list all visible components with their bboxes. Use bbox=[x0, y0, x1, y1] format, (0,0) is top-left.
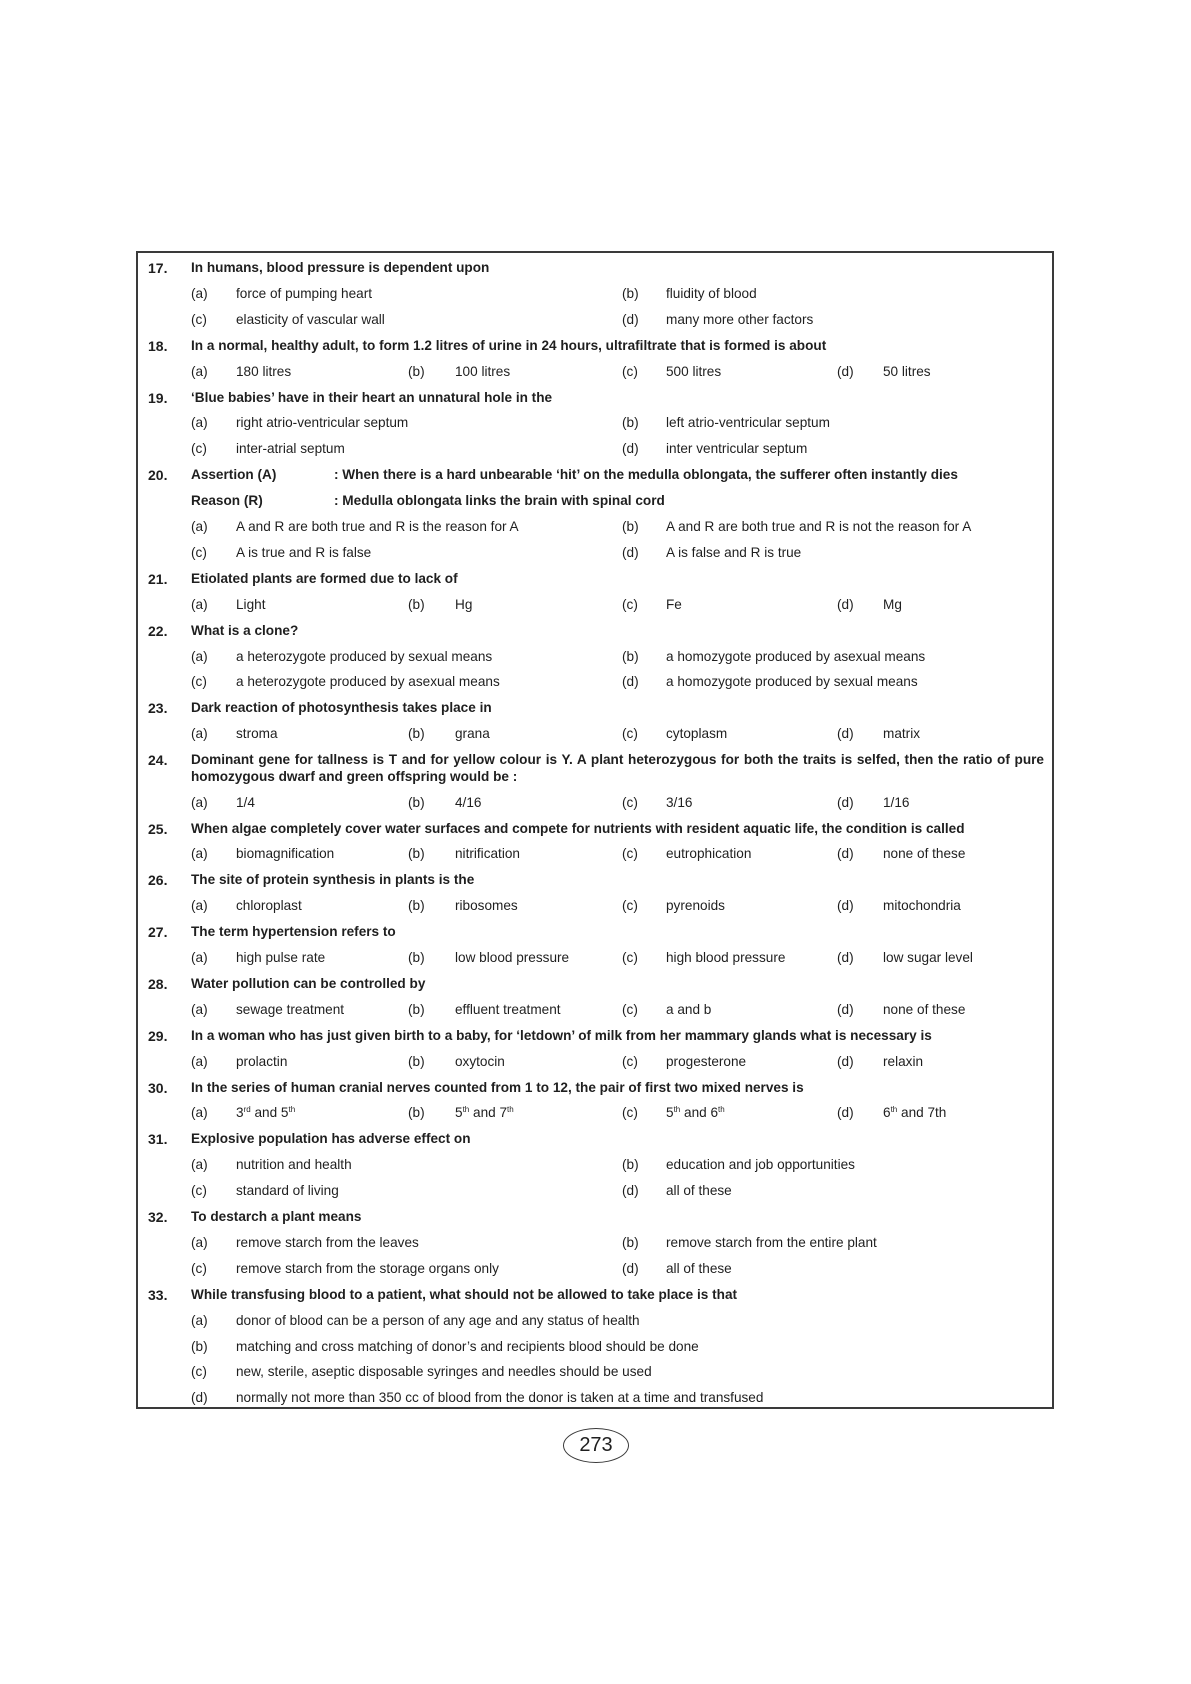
question-number: 31. bbox=[148, 1131, 168, 1148]
option-label: (c) bbox=[191, 441, 207, 457]
option-row bbox=[138, 1312, 1052, 1336]
question-number: 29. bbox=[148, 1027, 168, 1044]
question-28 bbox=[138, 975, 1052, 999]
option-row bbox=[138, 596, 1052, 620]
option-label: (d) bbox=[837, 1053, 854, 1069]
option-text: 3rd and 5th bbox=[236, 1105, 296, 1121]
option-label: (c) bbox=[622, 596, 638, 612]
option-text: 1/16 bbox=[883, 794, 910, 810]
option-row bbox=[138, 518, 1052, 542]
option-label: (a) bbox=[191, 648, 208, 664]
option-text: stroma bbox=[236, 726, 278, 742]
option-text: high pulse rate bbox=[236, 950, 326, 965]
option-label: (b) bbox=[408, 363, 425, 379]
question-number: 20. bbox=[148, 467, 168, 484]
option-text: 100 litres bbox=[455, 363, 511, 379]
option-text: normally not more than 350 cc of blood from the donor is taken at a time and transfused bbox=[236, 1390, 764, 1406]
question-number: 25. bbox=[148, 820, 168, 837]
option-label: (c) bbox=[622, 1105, 638, 1121]
reason-text: : Medulla oblongata links the brain with spinal cord bbox=[334, 493, 665, 509]
option-text: standard of living bbox=[236, 1183, 339, 1199]
option-text: 1/4 bbox=[236, 794, 255, 810]
option-row bbox=[138, 311, 1052, 335]
option-label: (b) bbox=[622, 648, 639, 664]
option-text: 5th and 7th bbox=[455, 1105, 514, 1121]
question-27 bbox=[138, 923, 1052, 947]
question-22 bbox=[138, 622, 1052, 646]
question-number: 22. bbox=[148, 622, 168, 639]
option-text: Light bbox=[236, 596, 266, 612]
option-label: (d) bbox=[622, 544, 639, 560]
option-row bbox=[138, 285, 1052, 309]
option-label: (a) bbox=[191, 1234, 208, 1250]
option-text: elasticity of vascular wall bbox=[236, 311, 385, 327]
question-number: 18. bbox=[148, 337, 168, 354]
option-label: (d) bbox=[622, 1183, 639, 1199]
option-row bbox=[138, 544, 1052, 568]
question-number: 27. bbox=[148, 924, 168, 941]
question-text: In the series of human cranial nerves counted from 1 to 12, the pair of first two mixed nerves is bbox=[191, 1079, 804, 1095]
option-label: (b) bbox=[408, 950, 425, 965]
option-text: biomagnification bbox=[236, 846, 335, 862]
option-row bbox=[138, 1234, 1052, 1258]
option-text: Fe bbox=[666, 596, 682, 612]
option-text: remove starch from the leaves bbox=[236, 1234, 419, 1250]
option-label: (a) bbox=[191, 898, 208, 914]
option-text: grana bbox=[455, 726, 490, 742]
option-label: (c) bbox=[622, 1053, 638, 1069]
assertion-text: : When there is a hard unbearable ‘hit’ on the medulla oblongata, the sufferer often instantly dies bbox=[334, 467, 958, 483]
question-25 bbox=[138, 820, 1052, 844]
option-text: cytoplasm bbox=[666, 726, 728, 742]
option-label: (d) bbox=[837, 950, 854, 965]
option-row bbox=[138, 845, 1052, 869]
option-label: (c) bbox=[191, 1260, 207, 1276]
question-23 bbox=[138, 699, 1052, 723]
option-text: remove starch from the entire plant bbox=[666, 1234, 877, 1250]
question-text: Explosive population has adverse effect on bbox=[191, 1131, 471, 1147]
option-label: (a) bbox=[191, 1105, 208, 1121]
question-text: The term hypertension refers to bbox=[191, 924, 396, 940]
question-text: Etiolated plants are formed due to lack of bbox=[191, 570, 458, 586]
option-text: 3/16 bbox=[666, 794, 693, 810]
option-label: (c) bbox=[622, 726, 638, 742]
reason-label: Reason (R) bbox=[191, 493, 263, 509]
option-text: remove starch from the storage organs only bbox=[236, 1260, 499, 1276]
option-label: (b) bbox=[408, 1053, 425, 1069]
question-number: 24. bbox=[148, 752, 168, 769]
option-row bbox=[138, 949, 1052, 973]
option-label: (d) bbox=[622, 311, 639, 327]
option-row bbox=[138, 897, 1052, 921]
question-text: In a normal, healthy adult, to form 1.2 litres of urine in 24 hours, ultrafiltrate that is formed is about bbox=[191, 337, 827, 353]
option-row bbox=[138, 1182, 1052, 1206]
option-label: (a) bbox=[191, 596, 208, 612]
option-text: a homozygote produced by asexual means bbox=[666, 648, 926, 664]
option-text: nutrition and health bbox=[236, 1157, 352, 1173]
option-label: (d) bbox=[622, 674, 639, 690]
option-label: (a) bbox=[191, 415, 208, 431]
option-text: right atrio-ventricular septum bbox=[236, 415, 409, 431]
option-text: donor of blood can be a person of any age and any status of health bbox=[236, 1312, 640, 1328]
option-text: inter ventricular septum bbox=[666, 441, 808, 457]
option-label: (c) bbox=[622, 846, 638, 862]
question-text: The site of protein synthesis in plants is the bbox=[191, 872, 475, 888]
option-label: (c) bbox=[191, 311, 207, 327]
option-label: (a) bbox=[191, 519, 208, 534]
option-label: (b) bbox=[408, 726, 425, 742]
option-row bbox=[138, 673, 1052, 697]
option-row bbox=[138, 1389, 1052, 1413]
option-text: low blood pressure bbox=[455, 950, 570, 965]
question-18 bbox=[138, 337, 1052, 361]
option-text: relaxin bbox=[883, 1053, 924, 1069]
option-label: (d) bbox=[837, 596, 854, 612]
option-text: none of these bbox=[883, 846, 966, 862]
option-row bbox=[138, 725, 1052, 749]
option-text: Mg bbox=[883, 596, 902, 612]
option-text: 5th and 6th bbox=[666, 1105, 725, 1121]
option-label: (c) bbox=[622, 363, 638, 379]
option-text: new, sterile, aseptic disposable syringes and needles should be used bbox=[236, 1364, 652, 1380]
option-label: (a) bbox=[191, 1001, 208, 1017]
question-number: 28. bbox=[148, 975, 168, 992]
option-label: (b) bbox=[622, 285, 639, 301]
option-row bbox=[138, 1260, 1052, 1284]
option-row bbox=[138, 794, 1052, 818]
option-text: many more other factors bbox=[666, 311, 814, 327]
question-21 bbox=[138, 570, 1052, 594]
option-row bbox=[138, 1001, 1052, 1025]
option-label: (d) bbox=[622, 1260, 639, 1276]
option-text: eutrophication bbox=[666, 846, 752, 862]
option-row bbox=[138, 648, 1052, 672]
option-text: A and R are both true and R is the reason for A bbox=[236, 519, 519, 534]
option-text: ribosomes bbox=[455, 898, 518, 914]
question-33 bbox=[138, 1286, 1052, 1310]
option-text: 180 litres bbox=[236, 363, 292, 379]
option-text: mitochondria bbox=[883, 898, 961, 914]
option-text: Hg bbox=[455, 596, 473, 612]
option-text: all of these bbox=[666, 1260, 732, 1276]
option-text: force of pumping heart bbox=[236, 285, 373, 301]
question-number: 26. bbox=[148, 872, 168, 889]
option-label: (d) bbox=[191, 1390, 208, 1406]
option-text: progesterone bbox=[666, 1053, 747, 1069]
option-label: (b) bbox=[408, 1001, 425, 1017]
option-text: nitrification bbox=[455, 846, 520, 862]
option-text: 50 litres bbox=[883, 363, 931, 379]
option-text: 4/16 bbox=[455, 794, 482, 810]
option-label: (d) bbox=[837, 726, 854, 742]
option-label: (b) bbox=[408, 794, 425, 810]
option-label: (a) bbox=[191, 950, 208, 965]
question-17 bbox=[138, 259, 1052, 283]
option-label: (c) bbox=[622, 950, 638, 965]
option-label: (c) bbox=[191, 544, 207, 560]
option-label: (b) bbox=[408, 1105, 425, 1121]
option-label: (c) bbox=[622, 794, 638, 810]
option-text: fluidity of blood bbox=[666, 285, 757, 301]
option-row bbox=[138, 414, 1052, 438]
option-label: (c) bbox=[191, 1183, 207, 1199]
option-label: (a) bbox=[191, 794, 208, 810]
option-label: (b) bbox=[622, 1157, 639, 1173]
question-number: 17. bbox=[148, 260, 168, 276]
option-text: A is true and R is false bbox=[236, 544, 372, 560]
option-text: A is false and R is true bbox=[666, 544, 802, 560]
option-label: (d) bbox=[837, 898, 854, 914]
option-text: a heterozygote produced by sexual means bbox=[236, 648, 493, 664]
option-label: (d) bbox=[837, 363, 854, 379]
option-text: high blood pressure bbox=[666, 950, 786, 965]
question-text: In humans, blood pressure is dependent upon bbox=[191, 260, 490, 275]
option-text: left atrio-ventricular septum bbox=[666, 415, 830, 431]
question-number: 32. bbox=[148, 1209, 168, 1225]
option-text: matching and cross matching of donor’s and recipients blood should be done bbox=[236, 1338, 699, 1354]
option-label: (b) bbox=[408, 596, 425, 612]
question-26 bbox=[138, 871, 1052, 895]
option-text: 500 litres bbox=[666, 363, 722, 379]
option-label: (d) bbox=[837, 846, 854, 862]
option-label: (c) bbox=[622, 1001, 638, 1017]
option-text: effluent treatment bbox=[455, 1001, 561, 1017]
option-text: a and b bbox=[666, 1001, 712, 1017]
option-label: (d) bbox=[622, 441, 639, 457]
question-24 bbox=[138, 751, 1052, 785]
question-32 bbox=[138, 1208, 1052, 1232]
option-row bbox=[138, 1156, 1052, 1180]
question-text: Dominant gene for tallness is T and for yellow colour is Y. A plant heterozygous for both the traits is selfed, then the ratio of pure homozygous dwarf and green offspring would be : bbox=[191, 752, 1044, 785]
option-text: none of these bbox=[883, 1001, 966, 1017]
option-label: (c) bbox=[191, 1364, 207, 1380]
question-29 bbox=[138, 1027, 1052, 1051]
option-text: a heterozygote produced by asexual means bbox=[236, 674, 500, 690]
question-text: Water pollution can be controlled by bbox=[191, 975, 426, 991]
question-31 bbox=[138, 1130, 1052, 1154]
option-label: (a) bbox=[191, 1053, 208, 1069]
option-label: (a) bbox=[191, 1157, 208, 1173]
question-20 bbox=[138, 466, 1052, 490]
option-row bbox=[138, 1104, 1052, 1128]
option-row bbox=[138, 363, 1052, 387]
option-label: (b) bbox=[408, 846, 425, 862]
option-text: pyrenoids bbox=[666, 898, 725, 914]
option-label: (a) bbox=[191, 726, 208, 742]
option-text: oxytocin bbox=[455, 1053, 505, 1069]
question-frame bbox=[136, 251, 1054, 1409]
option-label: (b) bbox=[622, 1234, 639, 1250]
option-label: (b) bbox=[622, 519, 639, 534]
question-number: 33. bbox=[148, 1286, 168, 1303]
option-label: (d) bbox=[837, 1105, 854, 1121]
option-label: (a) bbox=[191, 846, 208, 862]
question-text: What is a clone? bbox=[191, 622, 299, 638]
option-text: all of these bbox=[666, 1183, 732, 1199]
question-number: 19. bbox=[148, 389, 168, 406]
reason-line bbox=[138, 492, 1052, 516]
question-19 bbox=[138, 389, 1052, 413]
question-number: 30. bbox=[148, 1079, 168, 1096]
question-text: In a woman who has just given birth to a baby, for ‘letdown’ of milk from her mammary glands what is necessary is bbox=[191, 1027, 932, 1043]
question-text: To destarch a plant means bbox=[191, 1209, 362, 1224]
option-label: (c) bbox=[191, 674, 207, 690]
option-label: (c) bbox=[622, 898, 638, 914]
option-label: (b) bbox=[408, 898, 425, 914]
question-30 bbox=[138, 1079, 1052, 1103]
option-text: 6th and 7th bbox=[883, 1105, 947, 1121]
question-text: Dark reaction of photosynthesis takes place in bbox=[191, 700, 492, 716]
option-label: (b) bbox=[191, 1338, 208, 1354]
question-text: While transfusing blood to a patient, what should not be allowed to take place is that bbox=[191, 1286, 738, 1302]
option-label: (d) bbox=[837, 794, 854, 810]
option-text: inter-atrial septum bbox=[236, 441, 345, 457]
option-row bbox=[138, 1363, 1052, 1387]
option-row bbox=[138, 1053, 1052, 1077]
question-number: 21. bbox=[148, 570, 168, 587]
question-text: ‘Blue babies’ have in their heart an unnatural hole in the bbox=[191, 389, 553, 405]
question-number: 23. bbox=[148, 700, 168, 717]
option-text: sewage treatment bbox=[236, 1001, 345, 1017]
assertion-label: Assertion (A) bbox=[191, 467, 277, 483]
option-label: (d) bbox=[837, 1001, 854, 1017]
option-text: prolactin bbox=[236, 1053, 288, 1069]
option-label: (a) bbox=[191, 1312, 208, 1328]
option-row bbox=[138, 440, 1052, 464]
option-label: (a) bbox=[191, 363, 208, 379]
option-text: matrix bbox=[883, 726, 921, 742]
page-number: 273 bbox=[563, 1428, 629, 1463]
option-text: education and job opportunities bbox=[666, 1157, 855, 1173]
option-label: (a) bbox=[191, 285, 208, 301]
option-label: (b) bbox=[622, 415, 639, 431]
question-text: When algae completely cover water surfaces and compete for nutrients with resident aquatic life, the condition is called bbox=[191, 820, 965, 836]
option-text: A and R are both true and R is not the reason for A bbox=[666, 519, 972, 534]
option-text: low sugar level bbox=[883, 950, 973, 965]
option-row bbox=[138, 1338, 1052, 1362]
option-text: chloroplast bbox=[236, 898, 302, 914]
option-text: a homozygote produced by sexual means bbox=[666, 674, 918, 690]
